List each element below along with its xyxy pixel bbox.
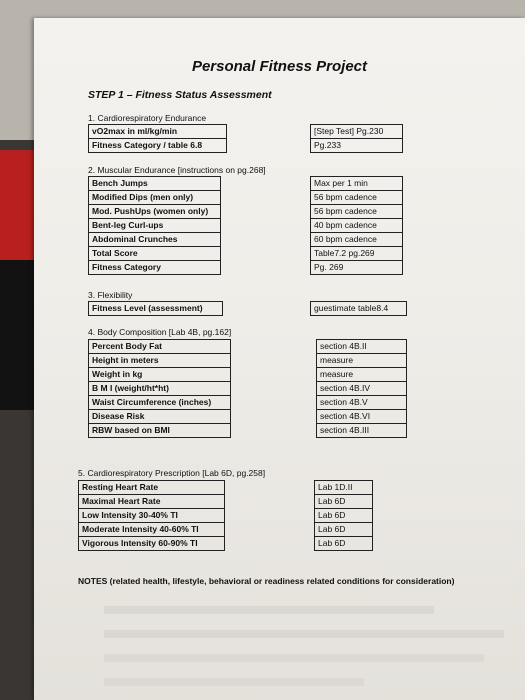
reference-cell: Lab 6D bbox=[315, 509, 373, 523]
value-cell[interactable] bbox=[231, 368, 317, 382]
reference-cell: Lab 1D.II bbox=[315, 481, 373, 495]
table-row bbox=[89, 261, 403, 275]
table-row bbox=[89, 354, 407, 368]
item-cell: Moderate Intensity 40-60% TI bbox=[79, 523, 225, 537]
item-cell: Height in meters bbox=[89, 354, 231, 368]
table-row bbox=[89, 125, 403, 139]
table-row bbox=[89, 219, 403, 233]
reference-cell: guestimate table8.4 bbox=[311, 302, 407, 316]
reference-cell: section 4B.VI bbox=[317, 410, 407, 424]
value-cell[interactable] bbox=[231, 410, 317, 424]
section-3-label: 3. Flexibility bbox=[88, 290, 133, 300]
table-row bbox=[89, 205, 403, 219]
table-row bbox=[79, 481, 373, 495]
reference-cell: 60 bpm cadence bbox=[311, 233, 403, 247]
reference-cell: section 4B.II bbox=[317, 340, 407, 354]
item-cell: Fitness Category bbox=[89, 261, 221, 275]
table-row bbox=[89, 410, 407, 424]
value-cell[interactable] bbox=[227, 139, 311, 153]
table-row bbox=[89, 247, 403, 261]
table-row bbox=[89, 340, 407, 354]
value-cell[interactable] bbox=[221, 177, 311, 191]
value-cell[interactable] bbox=[221, 191, 311, 205]
paper-sheet bbox=[34, 18, 525, 700]
reference-cell: [Step Test] Pg.230 bbox=[311, 125, 403, 139]
table-row bbox=[89, 233, 403, 247]
reference-cell: Lab 6D bbox=[315, 523, 373, 537]
reference-cell: section 4B.III bbox=[317, 424, 407, 438]
item-cell: Low Intensity 30-40% TI bbox=[79, 509, 225, 523]
step-heading: STEP 1 – Fitness Status Assessment bbox=[88, 89, 272, 101]
table-row bbox=[79, 495, 373, 509]
table-row bbox=[89, 177, 403, 191]
value-cell[interactable] bbox=[225, 537, 315, 551]
table-row bbox=[79, 537, 373, 551]
value-cell[interactable] bbox=[225, 523, 315, 537]
reference-cell: 56 bpm cadence bbox=[311, 205, 403, 219]
reference-cell: section 4B.IV bbox=[317, 382, 407, 396]
item-cell: Fitness Level (assessment) bbox=[89, 302, 223, 316]
value-cell[interactable] bbox=[231, 354, 317, 368]
item-cell: Mod. PushUps (women only) bbox=[89, 205, 221, 219]
item-cell: Vigorous Intensity 60-90% TI bbox=[79, 537, 225, 551]
section-1-table bbox=[88, 124, 403, 153]
value-cell[interactable] bbox=[231, 396, 317, 410]
item-cell: Maximal Heart Rate bbox=[79, 495, 225, 509]
item-cell: Modified Dips (men only) bbox=[89, 191, 221, 205]
reference-cell: measure bbox=[317, 368, 407, 382]
item-cell: vO2max in ml/kg/min bbox=[89, 125, 227, 139]
reference-cell: Pg.233 bbox=[311, 139, 403, 153]
item-cell: Weight in kg bbox=[89, 368, 231, 382]
table-row bbox=[89, 139, 403, 153]
item-cell: Fitness Category / table 6.8 bbox=[89, 139, 227, 153]
section-4-label: 4. Body Composition [Lab 4B, pg.162] bbox=[88, 327, 232, 337]
reference-cell: Lab 6D bbox=[315, 537, 373, 551]
show-through-line bbox=[104, 654, 484, 662]
item-cell: RBW based on BMI bbox=[89, 424, 231, 438]
section-4-table bbox=[88, 339, 407, 438]
reference-cell: Max per 1 min bbox=[311, 177, 403, 191]
section-5-label: 5. Cardiorespiratory Prescription [Lab 6D, pg.258] bbox=[78, 468, 266, 478]
table-row bbox=[89, 191, 403, 205]
value-cell[interactable] bbox=[231, 382, 317, 396]
reference-cell: Lab 6D bbox=[315, 495, 373, 509]
value-cell[interactable] bbox=[221, 219, 311, 233]
table-row bbox=[89, 368, 407, 382]
reference-cell: section 4B.V bbox=[317, 396, 407, 410]
table-row bbox=[89, 424, 407, 438]
item-cell: Abdominal Crunches bbox=[89, 233, 221, 247]
item-cell: Disease Risk bbox=[89, 410, 231, 424]
show-through-line bbox=[104, 606, 434, 614]
show-through-line bbox=[104, 678, 364, 686]
section-2-table bbox=[88, 176, 403, 275]
reference-cell: measure bbox=[317, 354, 407, 368]
notes-heading: NOTES (related health, lifestyle, behavioral or readiness related conditions for consideration) bbox=[78, 576, 455, 586]
item-cell: Percent Body Fat bbox=[89, 340, 231, 354]
value-cell[interactable] bbox=[221, 205, 311, 219]
value-cell[interactable] bbox=[227, 125, 311, 139]
reference-cell: Pg. 269 bbox=[311, 261, 403, 275]
value-cell[interactable] bbox=[225, 495, 315, 509]
table-row bbox=[79, 509, 373, 523]
item-cell: Resting Heart Rate bbox=[79, 481, 225, 495]
value-cell[interactable] bbox=[221, 261, 311, 275]
value-cell[interactable] bbox=[225, 481, 315, 495]
section-3-table bbox=[88, 301, 407, 316]
item-cell: Bent-leg Curl-ups bbox=[89, 219, 221, 233]
item-cell: Waist Circumference (inches) bbox=[89, 396, 231, 410]
show-through-line bbox=[104, 630, 504, 638]
table-row bbox=[89, 302, 407, 316]
value-cell[interactable] bbox=[225, 509, 315, 523]
table-row bbox=[89, 382, 407, 396]
reference-cell: Table7.2 pg.269 bbox=[311, 247, 403, 261]
item-cell: Bench Jumps bbox=[89, 177, 221, 191]
value-cell[interactable] bbox=[221, 233, 311, 247]
document-title: Personal Fitness Project bbox=[191, 58, 368, 75]
reference-cell: 56 bpm cadence bbox=[311, 191, 403, 205]
section-5-table bbox=[78, 480, 373, 551]
value-cell[interactable] bbox=[223, 302, 311, 316]
reference-cell: 40 bpm cadence bbox=[311, 219, 403, 233]
section-1-label: 1. Cardiorespiratory Endurance bbox=[88, 113, 207, 123]
section-2-label: 2. Muscular Endurance [instructions on pg.268] bbox=[88, 165, 266, 175]
value-cell[interactable] bbox=[221, 247, 311, 261]
item-cell: Total Score bbox=[89, 247, 221, 261]
item-cell: B M I (weight/ht*ht) bbox=[89, 382, 231, 396]
value-cell[interactable] bbox=[231, 424, 317, 438]
table-row bbox=[79, 523, 373, 537]
value-cell[interactable] bbox=[231, 340, 317, 354]
table-row bbox=[89, 396, 407, 410]
